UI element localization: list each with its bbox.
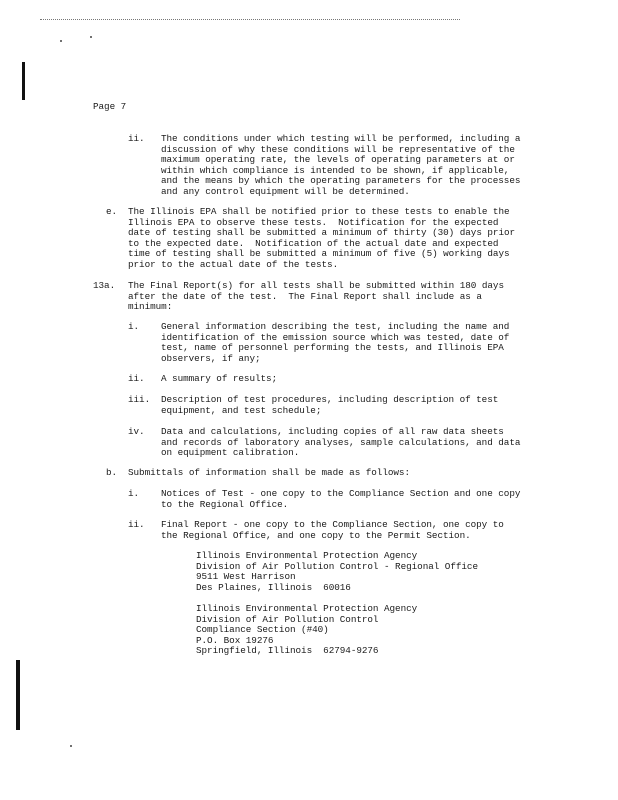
- item-b-line: Submittals of information shall be made as follows:: [128, 467, 410, 478]
- address-regional-line: 9511 West Harrison: [196, 571, 296, 583]
- item-13a-iv-line: and records of laboratory analyses, sample calculations, and data: [161, 436, 521, 448]
- item-b-marker: b.: [106, 467, 118, 478]
- scan-speck: [70, 745, 72, 747]
- item-13a-iv-marker: iv.: [128, 426, 145, 437]
- item-e-marker: e.: [106, 206, 118, 217]
- item-e-line: The Illinois EPA shall be notified prior to these tests to enable the: [128, 206, 510, 217]
- item-13a-line: after the date of the test. The Final Report shall include as a: [128, 290, 482, 302]
- item-13a-iii-line: Description of test procedures, including description of test: [161, 394, 499, 405]
- address-compliance-line: Division of Air Pollution Control: [196, 613, 379, 625]
- item-13a-i-line: identification of the emission source which was tested, date of: [161, 331, 510, 343]
- item-ii-line: and the means by which the operating parameters for the processes: [161, 175, 521, 187]
- item-ii-marker: ii.: [128, 133, 145, 144]
- item-b-ii-marker: ii.: [128, 519, 145, 530]
- scan-edge-mark-top: [22, 62, 25, 100]
- scan-speck: [60, 40, 62, 42]
- item-e-line: time of testing shall be submitted a minimum of five (5) working days: [128, 248, 510, 260]
- item-13a-iii-line: equipment, and test schedule;: [161, 404, 322, 416]
- item-13a-marker: 13a.: [93, 280, 116, 291]
- scan-top-noise: [40, 19, 460, 21]
- item-ii-line: The conditions under which testing will be performed, including a: [161, 133, 521, 144]
- page-header: Page 7: [93, 101, 127, 112]
- item-ii-line: maximum operating rate, the levels of operating parameters at or: [161, 154, 515, 166]
- address-regional-line: Division of Air Pollution Control - Regional Office: [196, 560, 478, 572]
- item-e-line: Illinois EPA to observe these tests. Notification for the expected: [128, 216, 499, 228]
- item-b-i-line: to the Regional Office.: [161, 498, 289, 510]
- item-ii-line: and any control equipment will be determined.: [161, 186, 410, 197]
- item-e-line: prior to the actual date of the tests.: [128, 259, 339, 270]
- item-13a-ii-line: A summary of results;: [161, 373, 278, 384]
- item-13a-iv-line: Data and calculations, including copies of all raw data sheets: [161, 426, 504, 437]
- item-b-i-line: Notices of Test - one copy to the Compliance Section and one copy: [161, 488, 521, 499]
- item-13a-ii-marker: ii.: [128, 373, 145, 384]
- address-regional-line: Des Plaines, Illinois 60016: [196, 581, 351, 593]
- address-compliance-line: P.O. Box 19276: [196, 634, 274, 646]
- item-13a-iv-line: on equipment calibration.: [161, 447, 300, 459]
- item-13a-iii-marker: iii.: [128, 394, 151, 405]
- item-13a-line: minimum:: [128, 301, 173, 313]
- address-compliance-line: Springfield, Illinois 62794-9276: [196, 645, 379, 657]
- address-regional-line: Illinois Environmental Protection Agency: [196, 550, 418, 561]
- scan-edge-mark-bottom: [16, 660, 20, 730]
- item-13a-i-line: test, name of personnel performing the tests, and Illinois EPA: [161, 342, 504, 354]
- item-13a-i-line: General information describing the test, including the name and: [161, 321, 510, 332]
- item-e-line: to the expected date. Notification of the actual date and expected: [128, 237, 499, 249]
- item-e-line: date of testing shall be submitted a minimum of thirty (30) days prior: [128, 227, 516, 239]
- item-b-ii-line: the Regional Office, and one copy to the Permit Section.: [161, 529, 471, 541]
- item-ii-line: within which compliance is intended to be shown, if applicable,: [161, 164, 510, 176]
- item-13a-line: The Final Report(s) for all tests shall be submitted within 180 days: [128, 280, 504, 291]
- item-b-i-marker: i.: [128, 488, 140, 499]
- item-ii-line: discussion of why these conditions will be representative of the: [161, 143, 515, 155]
- address-compliance-line: Illinois Environmental Protection Agency: [196, 603, 418, 614]
- address-compliance-line: Compliance Section (#40): [196, 624, 329, 636]
- item-13a-i-marker: i.: [128, 321, 140, 332]
- scan-speck: [90, 36, 92, 38]
- item-b-ii-line: Final Report - one copy to the Compliance Section, one copy to: [161, 519, 504, 530]
- item-13a-i-line: observers, if any;: [161, 352, 261, 364]
